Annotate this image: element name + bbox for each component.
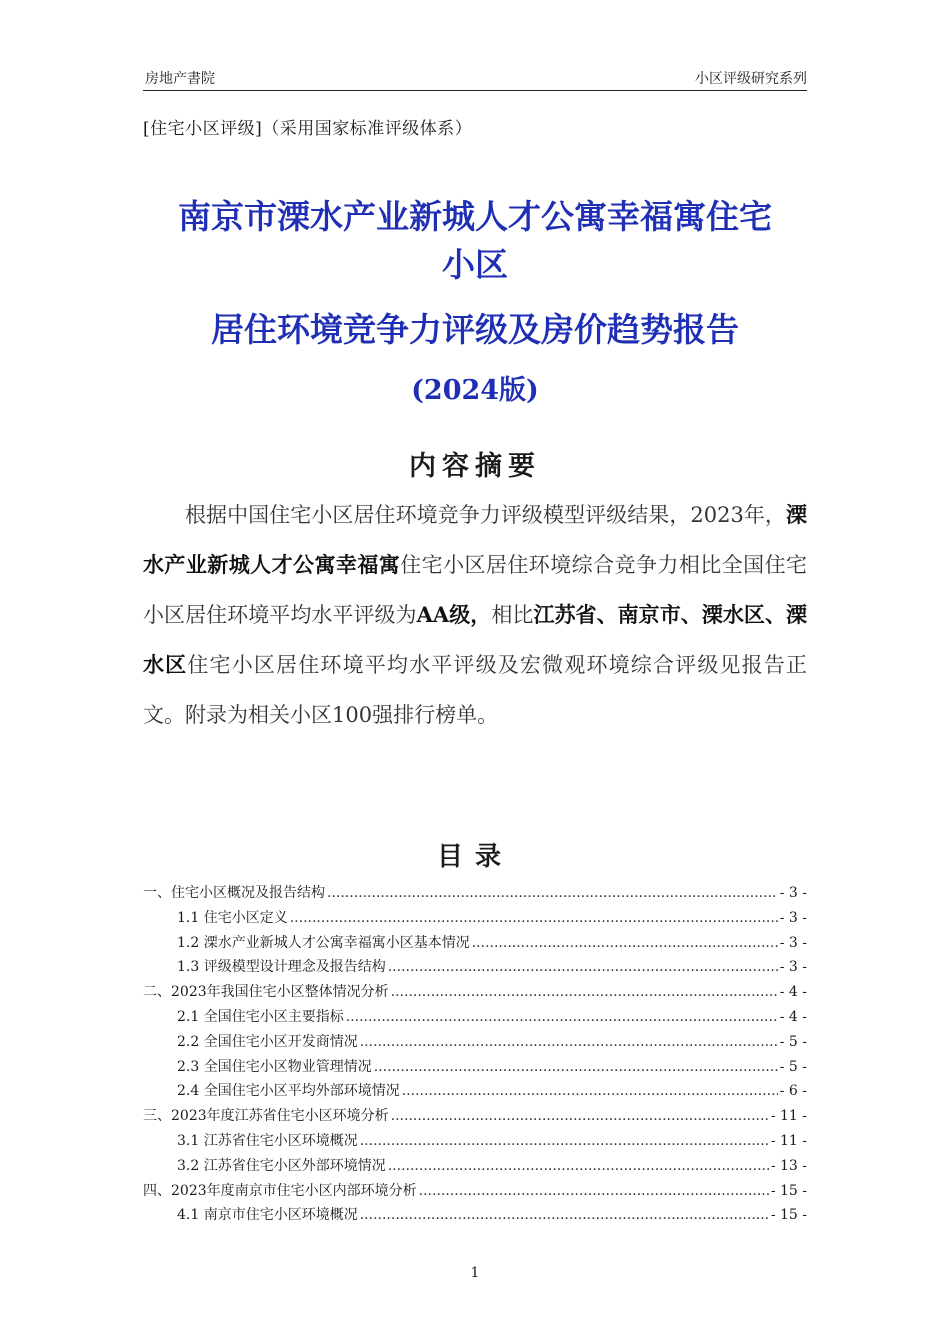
toc-leader-dots	[391, 1104, 769, 1129]
abstract-year: 2023年，	[690, 503, 786, 527]
toc-entry-label: 四、2023年度南京市住宅小区内部环境分析	[143, 1182, 417, 1199]
region-list: 江苏省、南京市、溧水区、溧水区	[143, 602, 807, 677]
toc-entry[interactable]	[143, 1203, 807, 1228]
abstract-body	[143, 490, 807, 740]
toc-leader-dots	[327, 881, 778, 906]
abstract-heading: 内容摘要	[409, 451, 541, 482]
report-edition: (2024版)	[411, 375, 539, 406]
abstract-text-4: 住宅小区居住环境平均水平评级及宏微观环境综合评级见报告正文。附录为相关小区100强排行榜单。	[143, 653, 808, 727]
toc-entry-page: - 11 -	[770, 1108, 807, 1125]
toc-leader-dots	[290, 906, 778, 931]
toc-entry[interactable]	[143, 1179, 807, 1204]
toc-entry[interactable]	[143, 980, 807, 1005]
toc-entry-page: - 13 -	[770, 1157, 807, 1174]
toc-leader-dots	[360, 1203, 769, 1228]
toc-entry[interactable]	[143, 1005, 807, 1030]
toc-entry[interactable]	[143, 1104, 807, 1129]
toc-leader-dots	[388, 955, 778, 980]
toc-entry-label: 2.3 全国住宅小区物业管理情况	[177, 1058, 372, 1075]
page-header	[143, 66, 807, 91]
toc-entry[interactable]	[143, 955, 807, 980]
toc-leader-dots	[402, 1079, 778, 1104]
toc-entry-page: - 15 -	[770, 1182, 807, 1199]
abstract-text-3: 相比	[491, 603, 534, 627]
toc-leader-dots	[360, 1129, 769, 1154]
toc-entry-page: - 4 -	[779, 1008, 807, 1025]
toc-entry[interactable]	[143, 1079, 807, 1104]
toc-leader-dots	[374, 1055, 778, 1080]
toc-entry[interactable]	[143, 906, 807, 931]
toc-leader-dots	[472, 931, 778, 956]
toc-entry-page: - 5 -	[779, 1033, 807, 1050]
toc-entry-label: 3.2 江苏省住宅小区外部环境情况	[177, 1157, 386, 1174]
toc-entry-label: 一、住宅小区概况及报告结构	[143, 885, 325, 901]
toc-entry-label: 3.1 江苏省住宅小区环境概况	[177, 1132, 358, 1149]
toc-entry-label: 2.2 全国住宅小区开发商情况	[177, 1033, 358, 1050]
toc-entry-label: 二、2023年我国住宅小区整体情况分析	[143, 984, 389, 1001]
header-publisher: 房地产書院	[145, 71, 215, 87]
toc-entry-page: - 6 -	[779, 1083, 807, 1100]
toc-entry-page: - 11 -	[770, 1132, 807, 1149]
toc-entry-label: 1.2 溧水产业新城人才公寓幸福寓小区基本情况	[177, 934, 470, 951]
report-title-line-2: 小区	[442, 245, 508, 284]
toc-leader-dots	[391, 980, 778, 1005]
toc-entry[interactable]	[143, 1154, 807, 1179]
table-of-contents	[143, 881, 807, 1228]
toc-entry-page: - 3 -	[779, 934, 807, 951]
toc-entry-page: - 3 -	[779, 885, 807, 901]
toc-entry-page: - 15 -	[770, 1207, 807, 1224]
toc-entry[interactable]	[143, 1055, 807, 1080]
toc-entry-page: - 3 -	[779, 959, 807, 976]
toc-entry-page: - 4 -	[779, 984, 807, 1001]
toc-heading: 目录	[436, 842, 513, 872]
toc-entry-label: 2.1 全国住宅小区主要指标	[177, 1008, 344, 1025]
header-series: 小区评级研究系列	[695, 71, 807, 87]
toc-entry-label: 三、2023年度江苏省住宅小区环境分析	[143, 1108, 389, 1125]
report-category-tag: [住宅小区评级]（采用国家标准评级体系）	[143, 119, 473, 139]
toc-leader-dots	[388, 1154, 769, 1179]
toc-entry-label: 2.4 全国住宅小区平均外部环境情况	[177, 1083, 400, 1100]
toc-leader-dots	[360, 1030, 778, 1055]
toc-entry-label: 1.1 住宅小区定义	[177, 909, 288, 926]
report-title-line-3: 居住环境竞争力评级及房价趋势报告	[211, 310, 739, 349]
toc-entry-label: 4.1 南京市住宅小区环境概况	[177, 1207, 358, 1224]
toc-entry-label: 1.3 评级模型设计理念及报告结构	[177, 959, 386, 976]
toc-leader-dots	[419, 1179, 769, 1204]
toc-entry-page: - 5 -	[779, 1058, 807, 1075]
toc-leader-dots	[346, 1005, 778, 1030]
report-title-line-1: 南京市溧水产业新城人才公寓幸福寓住宅	[178, 197, 772, 236]
rating-grade: AA级，	[416, 602, 492, 627]
toc-entry[interactable]	[143, 931, 807, 956]
page-number: 1	[470, 1265, 480, 1281]
community-name: 溧水产业新城人才公寓幸福寓	[143, 502, 807, 577]
toc-entry[interactable]	[143, 1129, 807, 1154]
toc-entry[interactable]	[143, 1030, 807, 1055]
abstract-text-1: 根据中国住宅小区居住环境竞争力评级模型评级结果，	[185, 503, 691, 527]
toc-entry-page: - 3 -	[779, 909, 807, 926]
toc-entry[interactable]	[143, 881, 807, 906]
abstract-text-2: 住宅小区居住环境综合竞争力相比全国住宅小区居住环境平均水平评级为	[143, 553, 808, 627]
